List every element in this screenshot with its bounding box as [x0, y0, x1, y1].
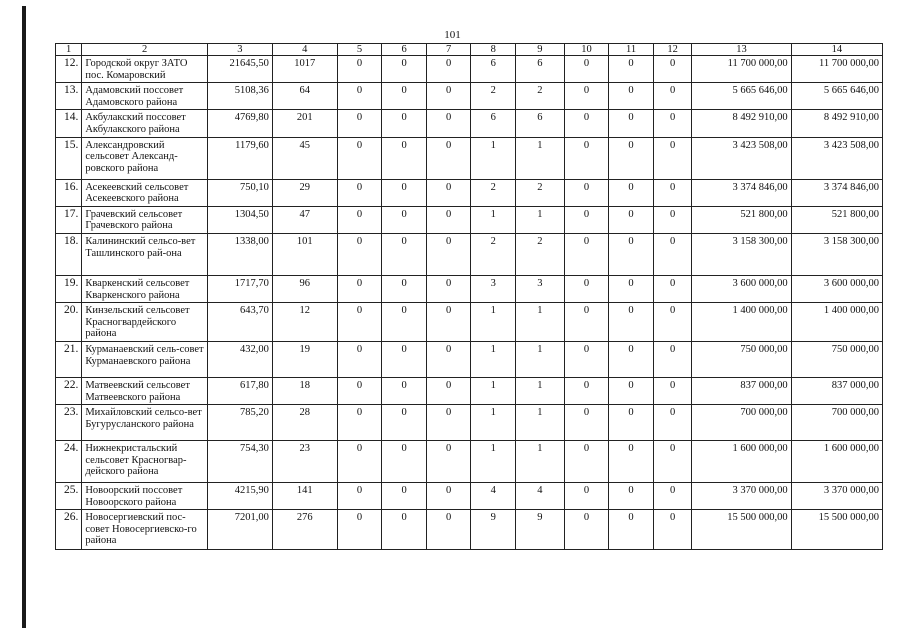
col8-value: 9	[471, 510, 516, 550]
population-value: 18	[272, 377, 337, 404]
col8-value: 1	[471, 137, 516, 179]
row-number: 16.	[56, 179, 82, 206]
col8-value: 3	[471, 275, 516, 302]
data-table	[55, 43, 883, 550]
column-header-4: 4	[272, 44, 337, 56]
col10-value: 0	[564, 233, 609, 275]
area-value: 643,70	[208, 303, 273, 342]
col12-value: 0	[653, 137, 692, 179]
col6-value: 0	[382, 483, 427, 510]
row-number: 22.	[56, 377, 82, 404]
column-header-7: 7	[426, 44, 471, 56]
col8-value: 2	[471, 83, 516, 110]
amount-total: 837 000,00	[692, 377, 791, 404]
area-value: 1179,60	[208, 137, 273, 179]
row-number: 13.	[56, 83, 82, 110]
col10-value: 0	[564, 441, 609, 483]
area-value: 750,10	[208, 179, 273, 206]
amount-total: 3 423 508,00	[692, 137, 791, 179]
amount-total: 3 158 300,00	[692, 233, 791, 275]
amount-allocated: 1 400 000,00	[791, 303, 882, 342]
settlement-name: Грачевский сельсовет Грачевского района	[82, 206, 208, 233]
col5-value: 0	[337, 179, 382, 206]
col6-value: 0	[382, 206, 427, 233]
area-value: 1338,00	[208, 233, 273, 275]
row-number: 15.	[56, 137, 82, 179]
col12-value: 0	[653, 377, 692, 404]
col5-value: 0	[337, 83, 382, 110]
col9-value: 1	[516, 441, 565, 483]
col11-value: 0	[609, 110, 654, 137]
amount-total: 521 800,00	[692, 206, 791, 233]
col7-value: 0	[426, 83, 471, 110]
column-header-8: 8	[471, 44, 516, 56]
row-number: 14.	[56, 110, 82, 137]
settlement-name: Калининский сельсо-вет Ташлинского рай-она	[82, 233, 208, 275]
table-row	[56, 110, 883, 137]
col11-value: 0	[609, 441, 654, 483]
amount-total: 1 600 000,00	[692, 441, 791, 483]
amount-total: 8 492 910,00	[692, 110, 791, 137]
area-value: 4769,80	[208, 110, 273, 137]
col8-value: 1	[471, 341, 516, 377]
table-row	[56, 441, 883, 483]
area-value: 617,80	[208, 377, 273, 404]
col10-value: 0	[564, 137, 609, 179]
col9-value: 6	[516, 56, 565, 83]
col9-value: 1	[516, 405, 565, 441]
settlement-name: Городской округ ЗАТО пос. Комаровский	[82, 56, 208, 83]
col9-value: 2	[516, 83, 565, 110]
col8-value: 2	[471, 179, 516, 206]
amount-allocated: 837 000,00	[791, 377, 882, 404]
area-value: 4215,90	[208, 483, 273, 510]
col6-value: 0	[382, 137, 427, 179]
amount-total: 5 665 646,00	[692, 83, 791, 110]
table-row	[56, 179, 883, 206]
amount-total: 11 700 000,00	[692, 56, 791, 83]
col7-value: 0	[426, 179, 471, 206]
row-number: 17.	[56, 206, 82, 233]
col11-value: 0	[609, 233, 654, 275]
col5-value: 0	[337, 483, 382, 510]
column-header-14: 14	[791, 44, 882, 56]
population-value: 19	[272, 341, 337, 377]
population-value: 23	[272, 441, 337, 483]
col6-value: 0	[382, 303, 427, 342]
page-number: 101	[444, 29, 461, 41]
col8-value: 1	[471, 303, 516, 342]
area-value: 785,20	[208, 405, 273, 441]
settlement-name: Асекеевский сельсовет Асекеевского района	[82, 179, 208, 206]
col5-value: 0	[337, 405, 382, 441]
col9-value: 6	[516, 110, 565, 137]
settlement-name: Александровский сельсовет Александ-ровского района	[82, 137, 208, 179]
col6-value: 0	[382, 83, 427, 110]
population-value: 28	[272, 405, 337, 441]
col11-value: 0	[609, 377, 654, 404]
col10-value: 0	[564, 275, 609, 302]
col12-value: 0	[653, 233, 692, 275]
col6-value: 0	[382, 510, 427, 550]
col6-value: 0	[382, 377, 427, 404]
col7-value: 0	[426, 441, 471, 483]
col12-value: 0	[653, 341, 692, 377]
col10-value: 0	[564, 483, 609, 510]
column-header-5: 5	[337, 44, 382, 56]
col10-value: 0	[564, 83, 609, 110]
col11-value: 0	[609, 137, 654, 179]
col10-value: 0	[564, 377, 609, 404]
col8-value: 6	[471, 56, 516, 83]
settlement-name: Новоорский поссовет Новоорского района	[82, 483, 208, 510]
col12-value: 0	[653, 275, 692, 302]
col9-value: 1	[516, 303, 565, 342]
amount-total: 15 500 000,00	[692, 510, 791, 550]
settlement-name: Михайловский сельсо-вет Бугурусланского района	[82, 405, 208, 441]
col12-value: 0	[653, 483, 692, 510]
row-number: 12.	[56, 56, 82, 83]
table-row	[56, 275, 883, 302]
col5-value: 0	[337, 441, 382, 483]
amount-allocated: 8 492 910,00	[791, 110, 882, 137]
col7-value: 0	[426, 303, 471, 342]
col7-value: 0	[426, 405, 471, 441]
amount-total: 3 374 846,00	[692, 179, 791, 206]
amount-allocated: 5 665 646,00	[791, 83, 882, 110]
col10-value: 0	[564, 206, 609, 233]
col11-value: 0	[609, 56, 654, 83]
col10-value: 0	[564, 56, 609, 83]
scan-margin-line	[22, 6, 26, 628]
area-value: 432,00	[208, 341, 273, 377]
col9-value: 9	[516, 510, 565, 550]
col9-value: 1	[516, 206, 565, 233]
column-header-6: 6	[382, 44, 427, 56]
amount-allocated: 1 600 000,00	[791, 441, 882, 483]
row-number: 25.	[56, 483, 82, 510]
col12-value: 0	[653, 510, 692, 550]
col11-value: 0	[609, 83, 654, 110]
col5-value: 0	[337, 206, 382, 233]
col8-value: 6	[471, 110, 516, 137]
col7-value: 0	[426, 206, 471, 233]
area-value: 754,30	[208, 441, 273, 483]
table-row	[56, 83, 883, 110]
table-row	[56, 233, 883, 275]
col11-value: 0	[609, 275, 654, 302]
col11-value: 0	[609, 303, 654, 342]
population-value: 47	[272, 206, 337, 233]
row-number: 21.	[56, 341, 82, 377]
row-number: 18.	[56, 233, 82, 275]
table-row	[56, 341, 883, 377]
col12-value: 0	[653, 441, 692, 483]
col5-value: 0	[337, 510, 382, 550]
table-row	[56, 206, 883, 233]
col8-value: 1	[471, 441, 516, 483]
amount-allocated: 3 370 000,00	[791, 483, 882, 510]
population-value: 29	[272, 179, 337, 206]
amount-allocated: 3 374 846,00	[791, 179, 882, 206]
col8-value: 1	[471, 405, 516, 441]
col8-value: 2	[471, 233, 516, 275]
col6-value: 0	[382, 405, 427, 441]
col12-value: 0	[653, 110, 692, 137]
column-header-10: 10	[564, 44, 609, 56]
area-value: 1304,50	[208, 206, 273, 233]
settlement-name: Нижнекристальский сельсовет Красногвар-дейского района	[82, 441, 208, 483]
area-value: 1717,70	[208, 275, 273, 302]
col11-value: 0	[609, 179, 654, 206]
population-value: 12	[272, 303, 337, 342]
col6-value: 0	[382, 56, 427, 83]
amount-allocated: 15 500 000,00	[791, 510, 882, 550]
amount-allocated: 521 800,00	[791, 206, 882, 233]
col7-value: 0	[426, 483, 471, 510]
col5-value: 0	[337, 110, 382, 137]
amount-total: 700 000,00	[692, 405, 791, 441]
settlement-name: Курманаевский сель-совет Курманаевского района	[82, 341, 208, 377]
col12-value: 0	[653, 303, 692, 342]
column-header-13: 13	[692, 44, 791, 56]
table-row	[56, 510, 883, 550]
col7-value: 0	[426, 137, 471, 179]
col8-value: 4	[471, 483, 516, 510]
settlement-name: Кваркенский сельсовет Кваркенского района	[82, 275, 208, 302]
col11-value: 0	[609, 483, 654, 510]
col9-value: 1	[516, 137, 565, 179]
col7-value: 0	[426, 341, 471, 377]
table-row	[56, 405, 883, 441]
col9-value: 2	[516, 179, 565, 206]
col6-value: 0	[382, 179, 427, 206]
col6-value: 0	[382, 233, 427, 275]
amount-allocated: 11 700 000,00	[791, 56, 882, 83]
population-value: 101	[272, 233, 337, 275]
column-header-2: 2	[82, 44, 208, 56]
table-row	[56, 56, 883, 83]
population-value: 1017	[272, 56, 337, 83]
col9-value: 3	[516, 275, 565, 302]
row-number: 19.	[56, 275, 82, 302]
col5-value: 0	[337, 303, 382, 342]
amount-allocated: 750 000,00	[791, 341, 882, 377]
amount-total: 1 400 000,00	[692, 303, 791, 342]
settlement-name: Матвеевский сельсовет Матвеевского района	[82, 377, 208, 404]
row-number: 20.	[56, 303, 82, 342]
col7-value: 0	[426, 110, 471, 137]
population-value: 276	[272, 510, 337, 550]
column-header-1: 1	[56, 44, 82, 56]
col11-value: 0	[609, 341, 654, 377]
row-number: 24.	[56, 441, 82, 483]
col7-value: 0	[426, 233, 471, 275]
column-header-9: 9	[516, 44, 565, 56]
col12-value: 0	[653, 56, 692, 83]
amount-total: 3 370 000,00	[692, 483, 791, 510]
col6-value: 0	[382, 341, 427, 377]
col5-value: 0	[337, 377, 382, 404]
col12-value: 0	[653, 179, 692, 206]
col12-value: 0	[653, 405, 692, 441]
column-header-11: 11	[609, 44, 654, 56]
col5-value: 0	[337, 137, 382, 179]
table-row	[56, 483, 883, 510]
table-row	[56, 303, 883, 342]
population-value: 64	[272, 83, 337, 110]
row-number: 23.	[56, 405, 82, 441]
col7-value: 0	[426, 510, 471, 550]
col9-value: 1	[516, 341, 565, 377]
column-header-3: 3	[208, 44, 273, 56]
amount-total: 750 000,00	[692, 341, 791, 377]
header-row	[56, 44, 883, 56]
area-value: 5108,36	[208, 83, 273, 110]
table-row	[56, 377, 883, 404]
col5-value: 0	[337, 233, 382, 275]
column-header-12: 12	[653, 44, 692, 56]
col11-value: 0	[609, 206, 654, 233]
col12-value: 0	[653, 83, 692, 110]
amount-allocated: 3 423 508,00	[791, 137, 882, 179]
col11-value: 0	[609, 510, 654, 550]
col10-value: 0	[564, 405, 609, 441]
settlement-name: Адамовский поссовет Адамовского района	[82, 83, 208, 110]
table-row	[56, 137, 883, 179]
col6-value: 0	[382, 110, 427, 137]
col6-value: 0	[382, 441, 427, 483]
col7-value: 0	[426, 56, 471, 83]
population-value: 201	[272, 110, 337, 137]
population-value: 141	[272, 483, 337, 510]
area-value: 21645,50	[208, 56, 273, 83]
area-value: 7201,00	[208, 510, 273, 550]
col10-value: 0	[564, 110, 609, 137]
col9-value: 2	[516, 233, 565, 275]
col5-value: 0	[337, 56, 382, 83]
amount-allocated: 3 158 300,00	[791, 233, 882, 275]
settlement-name: Акбулакский поссовет Акбулакского района	[82, 110, 208, 137]
col10-value: 0	[564, 179, 609, 206]
col8-value: 1	[471, 377, 516, 404]
col9-value: 4	[516, 483, 565, 510]
col10-value: 0	[564, 341, 609, 377]
col8-value: 1	[471, 206, 516, 233]
col12-value: 0	[653, 206, 692, 233]
row-number: 26.	[56, 510, 82, 550]
amount-allocated: 700 000,00	[791, 405, 882, 441]
col5-value: 0	[337, 275, 382, 302]
col6-value: 0	[382, 275, 427, 302]
col10-value: 0	[564, 510, 609, 550]
settlement-name: Кинзельский сельсовет Красногвардейского района	[82, 303, 208, 342]
col7-value: 0	[426, 377, 471, 404]
col10-value: 0	[564, 303, 609, 342]
col5-value: 0	[337, 341, 382, 377]
amount-allocated: 3 600 000,00	[791, 275, 882, 302]
col9-value: 1	[516, 377, 565, 404]
population-value: 45	[272, 137, 337, 179]
amount-total: 3 600 000,00	[692, 275, 791, 302]
settlement-name: Новосергиевский пос-совет Новосергиевско-го района	[82, 510, 208, 550]
col11-value: 0	[609, 405, 654, 441]
col7-value: 0	[426, 275, 471, 302]
population-value: 96	[272, 275, 337, 302]
